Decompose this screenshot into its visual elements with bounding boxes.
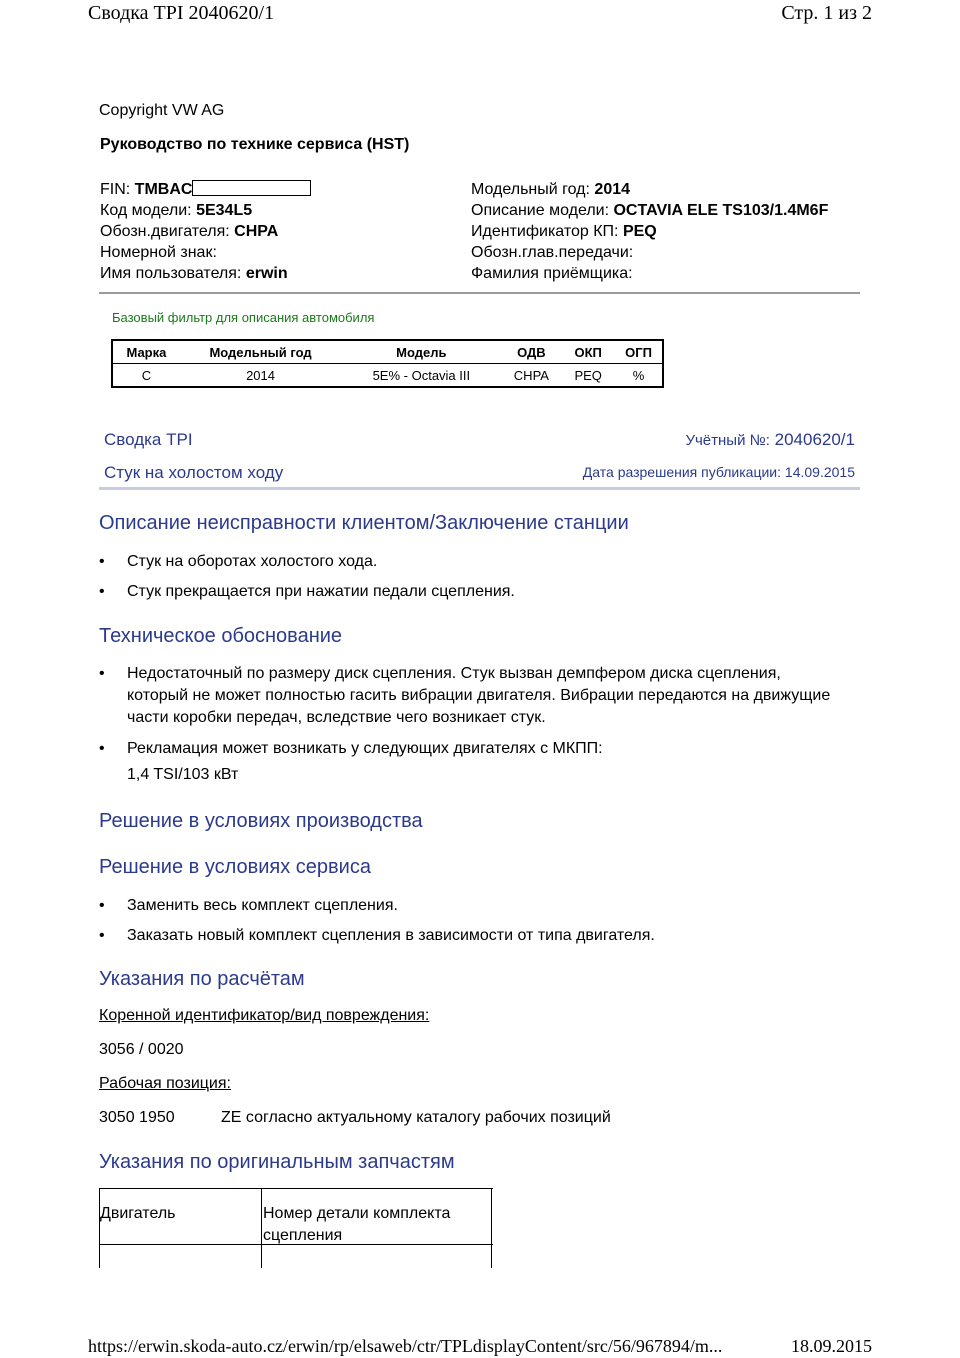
table-border [99,1188,100,1268]
fin-value: TMBAC [134,181,193,198]
gearbox-label: Идентификатор КП: [471,223,619,240]
parts-table [99,1188,493,1268]
bullet-icon: • [99,927,105,944]
user-label: Имя пользователя: [100,265,242,282]
table-border [261,1188,262,1268]
copyright: Copyright VW AG [99,102,225,119]
model-code-label: Код модели: [100,202,192,219]
tpi-date-value: 14.09.2015 [784,464,855,480]
model-desc-value: OCTAVIA ELE TS103/1.4M6F [613,202,829,219]
filter-cell: % [632,367,645,383]
engine-value: CHPA [234,223,279,240]
bullet-icon: • [99,583,105,600]
plate-row [100,242,311,263]
filter-header-row [112,340,663,364]
labor-code: 3050 1950 [99,1109,175,1126]
labor-label: Рабочая позиция: [99,1075,231,1092]
bullet-icon: • [99,553,105,570]
production-heading: Решение в условиях производства [99,810,423,832]
list-item-text: Заказать новый комплект сцепления в зависимости от типа двигателя. [127,927,655,944]
list-item-text: Недостаточный по размеру диск сцепления. Стук вызван демпфером диска сцепления, который не может полностью гасить вибрации двигателя. Вибрации передаются на движущие части коробки передач, вследствие чего возникает стук. [127,665,831,726]
filter-header-cell: ОДВ [517,344,546,360]
engine-label: Обозн.двигателя: [100,223,230,240]
bullet-icon: • [99,897,105,914]
divider [99,292,860,294]
filter-cell: 5E% - Octavia III [372,367,471,383]
print-header-page: Стр. 1 из 2 [781,2,872,24]
model-desc-label: Описание модели: [471,202,610,219]
tpi-label: Сводка TPI [104,430,193,449]
billing-heading: Указания по расчётам [99,968,305,990]
damage-value: 3056 / 0020 [99,1041,184,1058]
plate-label: Номерной знак: [100,244,217,261]
model-year-label: Модельный год: [471,181,590,198]
tpi-date-label: Дата разрешения публикации: [582,464,782,480]
print-footer-url[interactable]: https://erwin.skoda-auto.cz/erwin/rp/elsaweb/ctr/TPLdisplayContent/src/56/967894/m... [88,1336,723,1356]
model-code-row [100,200,311,221]
doc-title: Руководство по технике сервиса (HST) [100,136,410,153]
parts-col-engine: Двигатель [100,1205,176,1222]
model-desc-row [471,200,828,221]
filter-cell: PEQ [574,367,602,383]
filter-header-cell: Марка [126,344,167,360]
final-drive-row [471,242,828,263]
filter-header-cell: ОГП [625,344,652,360]
model-code-value: 5E34L5 [196,202,253,219]
parts-heading: Указания по оригинальным запчастям [99,1151,455,1173]
technical-heading: Техническое обоснование [99,625,343,647]
service-heading: Решение в условиях сервиса [99,856,371,878]
tpi-number [685,430,855,450]
final-drive-label: Обозн.глав.передачи: [471,244,634,261]
fin-label: FIN: [100,181,131,198]
receiver-row [471,263,828,284]
list-item-text: Заменить весь комплект сцепления. [127,897,398,914]
gearbox-value: PEQ [622,223,657,240]
vehicle-info-left [100,179,311,284]
filter-header-cell: Модельный год [209,344,312,360]
fin-redaction-box [192,180,311,196]
filter-row [112,364,663,388]
vehicle-info-right [471,179,828,284]
labor-desc: ZE согласно актуальному каталогу рабочих позиций [221,1109,611,1126]
list-item-text: Стук прекращается при нажатии педали сцепления. [127,583,515,600]
bullet-icon: • [99,740,105,757]
bullet-icon: • [99,665,105,682]
tpi-number-value: 2040620/1 [774,430,855,449]
list-item-text: Стук на оборотах холостого хода. [127,553,378,570]
filter-cell: CHPA [513,367,549,383]
gearbox-row [471,221,828,242]
engine-row [100,221,311,242]
model-year-row [471,179,828,200]
tpi-divider [99,487,860,490]
print-footer-date: 18.09.2015 [791,1336,872,1356]
table-border [99,1188,493,1189]
receiver-label: Фамилия приёмщика: [471,265,633,282]
filter-cell: C [141,367,152,383]
list-item-text: Рекламация может возникать у следующих двигателях с МКПП: [127,740,603,757]
tpi-subject: Стук на холостом ходу [104,463,284,482]
engine-spec: 1,4 TSI/103 кВт [127,766,239,783]
damage-label: Коренной идентификатор/вид повреждения: [99,1007,430,1024]
tpi-date [583,464,855,480]
model-year-value: 2014 [594,181,631,198]
user-row [100,263,311,284]
filter-table [111,339,664,388]
tpi-number-label: Учётный №: [685,432,770,449]
table-border [491,1188,492,1268]
complaint-heading: Описание неисправности клиентом/Заключение станции [99,512,629,534]
filter-title: Базовый фильтр для описания автомобиля [112,310,375,325]
parts-col-part-number: Номер детали комплекта сцепления [263,1205,451,1244]
user-value: erwin [245,265,288,282]
filter-header-cell: Модель [396,344,447,360]
print-header-title: Сводка TPI 2040620/1 [88,2,275,24]
fin-row [100,179,311,200]
filter-header-cell: ОКП [574,344,602,360]
filter-cell: 2014 [246,367,275,383]
